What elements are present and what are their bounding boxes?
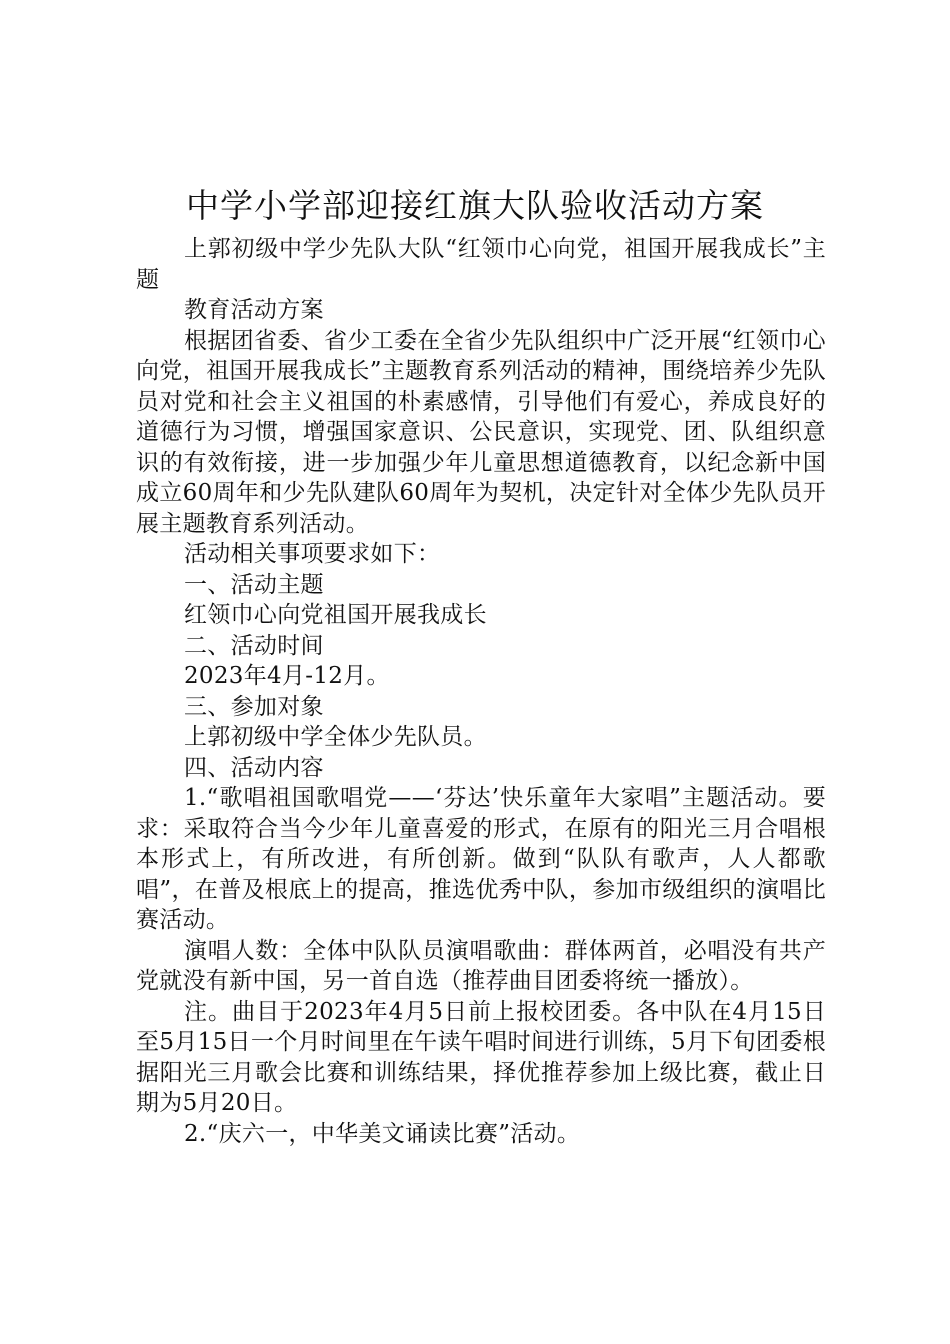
- paragraph-singers: 演唱人数：全体中队队员演唱歌曲：群体两首，必唱没有共产党就没有新中国，另一首自选（推荐曲目团委将统一播放）。: [136, 937, 826, 994]
- section-heading-participants: 三、参加对象: [184, 693, 324, 720]
- section-heading-time: 二、活动时间: [184, 632, 324, 659]
- paragraph-participants: 上郭初级中学全体少先队员。: [184, 724, 487, 750]
- paragraph-3: 根据团省委、省少工委在全省少先队组织中广泛开展“红领巾心向党，祖国开展我成长”主题教育系列活动的精神，围绕培养少先队员对党和社会主义祖国的朴素感情，引导他们有爱心，养成良好的道德行为习惯，增强国家意识、公民意识，实现党、团、队组织意识的有效衔接，进一步加强少年儿童思想道德教育，以纪念新中国成立60周年和少先队建队60周年为契机，决定针对全体少先队员开展主题教育系列活动。: [136, 327, 826, 537]
- paragraph-2: 教育活动方案: [184, 297, 324, 323]
- section-heading-theme: 一、活动主题: [184, 571, 324, 598]
- document-body: [136, 234, 826, 1149]
- paragraph-activity-1: 1.“歌唱祖国歌唱党——‘芬达’快乐童年大家唱”主题活动。要求：采取符合当今少年儿童喜爱的形式，在原有的阳光三月合唱根本形式上，有所改进，有所创新。做到“队队有歌声，人人都歌唱”，在普及根底上的提高，推选优秀中队，参加市级组织的演唱比赛活动。: [136, 785, 826, 933]
- document-title: 中学小学部迎接红旗大队验收活动方案: [186, 186, 764, 225]
- paragraph-time: 2023年4月-12月。: [184, 663, 390, 689]
- section-heading-content: 四、活动内容: [184, 754, 324, 781]
- paragraph-note: 注。曲目于2023年4月5日前上报校团委。各中队在4月15日至5月15日一个月时间里在午读午唱时间进行训练，5月下旬团委根据阳光三月歌会比赛和训练结果，择优推荐参加上级比赛，截止日期为5月20日。: [136, 998, 826, 1116]
- paragraph-activity-2: 2.“庆六一，中华美文诵读比赛”活动。: [184, 1120, 581, 1147]
- paragraph-theme: 红领巾心向党祖国开展我成长: [184, 602, 487, 628]
- paragraph-1: 上郭初级中学少先队大队“红领巾心向党，祖国开展我成长”主题: [136, 236, 826, 293]
- paragraph-4: 活动相关事项要求如下：: [184, 541, 441, 567]
